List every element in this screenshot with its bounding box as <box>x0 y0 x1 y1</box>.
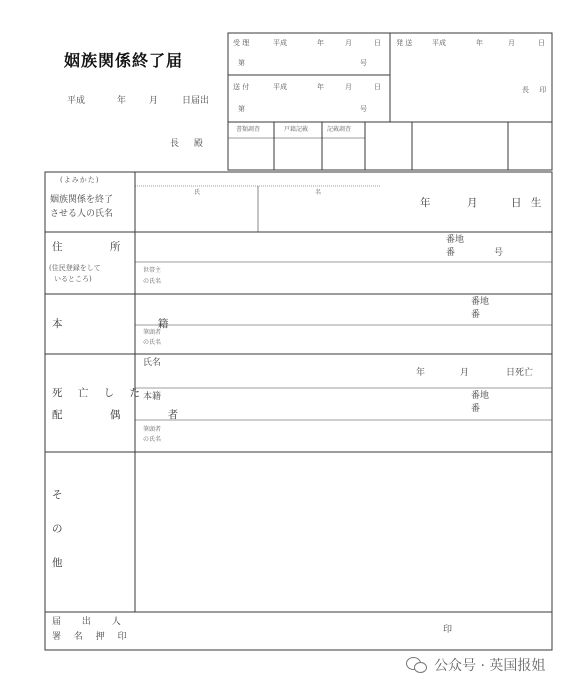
honseki-label: 本 籍 <box>52 318 215 330</box>
addressee-label: 長 殿 <box>170 139 209 149</box>
issue-month: 月 <box>508 39 515 47</box>
honseki-head-label-1: 筆頭者 <box>143 329 162 336</box>
check-registry-entry: 戸籍記載 <box>284 126 309 133</box>
other-char-2: の <box>52 523 63 535</box>
month-label: 月 <box>149 96 159 106</box>
other-char-3: 他 <box>52 557 63 569</box>
signer-label-2: 署 名 押 印 <box>52 632 132 642</box>
address-go: 号 <box>494 248 504 258</box>
honseki-banchi: 番地 <box>471 297 490 307</box>
other-notes-field[interactable] <box>135 452 552 612</box>
address-field[interactable] <box>135 232 435 262</box>
official-seal-label: 長 印 <box>522 86 551 94</box>
honseki-head-name-field[interactable] <box>180 325 550 354</box>
spouse-head-label-2: の氏名 <box>143 436 162 443</box>
receipt-era: 平成 <box>273 39 287 47</box>
spouse-head-label-1: 筆頭者 <box>143 426 162 433</box>
spouse-ban: 番 <box>471 404 481 414</box>
sent-year: 年 <box>317 83 324 91</box>
seal-mark: 印 <box>443 625 453 635</box>
signature-field[interactable] <box>135 612 435 650</box>
householder-label-1: 世帯主 <box>143 267 162 274</box>
given-name-label: 名 <box>315 189 322 196</box>
surname-label: 氏 <box>194 189 201 196</box>
person-name-label-2: させる人の氏名 <box>50 209 114 219</box>
spouse-banchi: 番地 <box>471 391 490 401</box>
death-year-label: 年 <box>416 368 426 378</box>
signer-label-1: 届 出 人 <box>52 617 130 627</box>
issue-day: 日 <box>538 39 545 47</box>
watermark-text: 公众号 · 英国报姐 <box>434 658 546 674</box>
address-note-1: (住民登録をして <box>49 264 101 272</box>
birth-day-label: 日 生 <box>511 197 545 209</box>
receipt-month: 月 <box>345 39 352 47</box>
honseki-ban: 番 <box>471 310 481 320</box>
era-label: 平成 <box>67 96 86 106</box>
sent-era: 平成 <box>273 83 287 91</box>
given-name-field[interactable] <box>258 186 380 232</box>
sent-day: 日 <box>374 83 381 91</box>
sent-no-prefix: 第 <box>238 105 245 113</box>
receipt-no-prefix: 第 <box>238 59 245 67</box>
spouse-name-label: 氏名 <box>143 358 162 368</box>
wechat-icon <box>406 657 428 673</box>
address-note-2: いるところ) <box>54 275 92 283</box>
death-day-label: 日死亡 <box>506 368 534 378</box>
spouse-name-field[interactable] <box>170 354 405 388</box>
address-ban: 番 <box>446 248 456 258</box>
check-document-review: 書類調査 <box>236 126 261 133</box>
receipt-year: 年 <box>317 39 324 47</box>
spouse-head-name-field[interactable] <box>180 420 550 452</box>
watermark <box>406 655 545 675</box>
honseki-head-label-2: の氏名 <box>143 339 162 346</box>
issue-label: 発 送 <box>396 39 413 47</box>
furigana-label: (よみかた) <box>60 176 100 184</box>
person-name-label-1: 姻族関係を終了 <box>50 195 114 205</box>
householder-label-2: の氏名 <box>143 278 162 285</box>
receipt-no-suffix: 号 <box>360 59 367 67</box>
surname-field[interactable] <box>135 186 258 232</box>
issue-era: 平成 <box>432 39 446 47</box>
other-char-1: そ <box>52 489 63 501</box>
form-title: 姻族関係終了届 <box>64 51 184 70</box>
issue-year: 年 <box>476 39 483 47</box>
check-entry-review: 記載調査 <box>327 126 352 133</box>
householder-name-field[interactable] <box>180 262 550 294</box>
address-banchi: 番地 <box>446 235 465 245</box>
honseki-field[interactable] <box>135 294 455 325</box>
birth-year-label: 年 <box>420 197 431 209</box>
death-month-label: 月 <box>460 368 470 378</box>
address-label: 住 所 <box>52 241 143 253</box>
sent-month: 月 <box>345 83 352 91</box>
year-label: 年 <box>117 96 127 106</box>
sent-no-suffix: 号 <box>360 105 367 113</box>
receipt-day: 日 <box>374 39 381 47</box>
sent-label: 送 付 <box>233 83 250 91</box>
spouse-label-1: 死 亡 し た <box>52 387 147 399</box>
spouse-label-2: 配 偶 者 <box>52 409 201 421</box>
birth-month-label: 月 <box>467 197 478 209</box>
receipt-label: 受 理 <box>233 39 250 47</box>
spouse-honseki-field[interactable] <box>170 388 460 420</box>
day-submitted-label: 日届出 <box>182 96 210 106</box>
spouse-honseki-label: 本籍 <box>143 392 162 402</box>
